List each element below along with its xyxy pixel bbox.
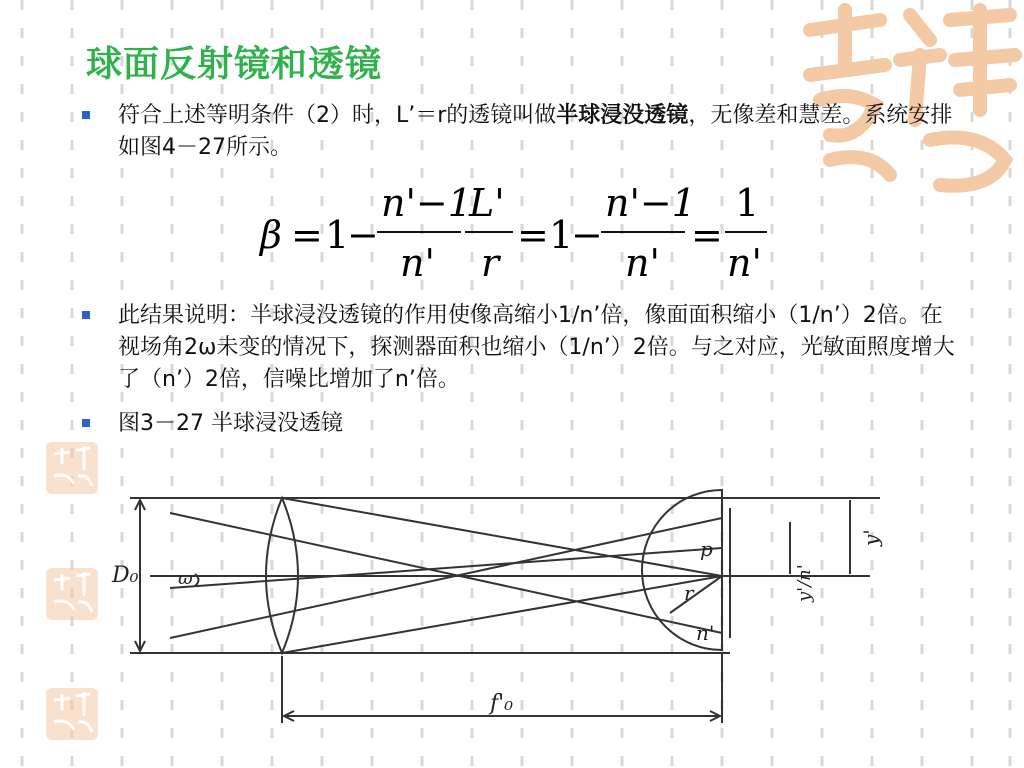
formula-one-2: 1 <box>549 213 574 257</box>
formula-minus-2: − <box>571 213 603 257</box>
omega-arc <box>195 574 199 586</box>
formula-num-3: n'−1 <box>605 181 696 225</box>
formula-eq-2: = <box>517 213 549 257</box>
formula-den-1: n' <box>400 241 435 285</box>
formula-num-1: n'−1 <box>381 181 472 225</box>
bullet-square-icon <box>82 419 90 427</box>
ray-5 <box>170 548 722 588</box>
bullet-1-bold: 半球浸没透镜 <box>556 103 689 128</box>
bullet-square-icon <box>82 311 90 319</box>
bullet-1 <box>82 100 962 164</box>
p-label: p <box>700 537 713 561</box>
formula-num-4: 1 <box>735 181 760 225</box>
bullet-1-pre: 符合上述等明条件（2）时，L’＝r的透镜叫做 <box>118 103 557 128</box>
ray-1 <box>170 513 722 633</box>
formula-minus-1: − <box>347 213 379 257</box>
bullet-1-text <box>118 100 962 164</box>
y-prime-label: y' <box>859 529 883 546</box>
bullet-1-post: ，无像差和慧差。系统安排如图4－27所示。 <box>118 103 953 160</box>
formula-beta: β <box>260 213 282 257</box>
d0-label: D₀ <box>112 563 139 588</box>
ray-2 <box>170 518 722 638</box>
formula-eq-1: = <box>291 213 323 257</box>
y-over-n-label: y'/n' <box>794 564 815 602</box>
immersion-lens-diagram <box>110 478 890 748</box>
omega-label: ω <box>178 568 193 589</box>
bullet-3-text: 图3－27 半球浸没透镜 <box>118 411 343 436</box>
r-label: r <box>684 581 694 605</box>
f0-label: f'₀ <box>490 691 514 716</box>
bullet-2 <box>82 300 962 396</box>
bullet-3 <box>82 408 962 440</box>
n-prime-label: n' <box>696 621 715 645</box>
formula-den-4: n' <box>727 241 762 285</box>
formula-one-1: 1 <box>325 213 350 257</box>
formula-eq-3: = <box>691 213 723 257</box>
formula-den-2: r <box>481 241 500 285</box>
bullet-2-text: 此结果说明：半球浸没透镜的作用使像高缩小1/n’倍，像面面积缩小（1/n’）2倍。在视场角2ω未变的情况下，探测器面积也缩小（1/n’）2倍。与之对应，光敏面照度增大了（n’）2倍，信噪比增加了n’倍。 <box>118 303 955 392</box>
seal-watermark-small-1 <box>44 440 100 496</box>
formula-num-2: L' <box>469 181 505 225</box>
seal-watermark-small-3 <box>44 686 100 742</box>
formula <box>255 178 775 288</box>
formula-den-3: n' <box>625 241 660 285</box>
seal-watermark-small-2 <box>44 566 100 622</box>
slide-title: 球面反射镜和透镜 <box>86 44 383 85</box>
bullet-square-icon <box>82 111 90 119</box>
